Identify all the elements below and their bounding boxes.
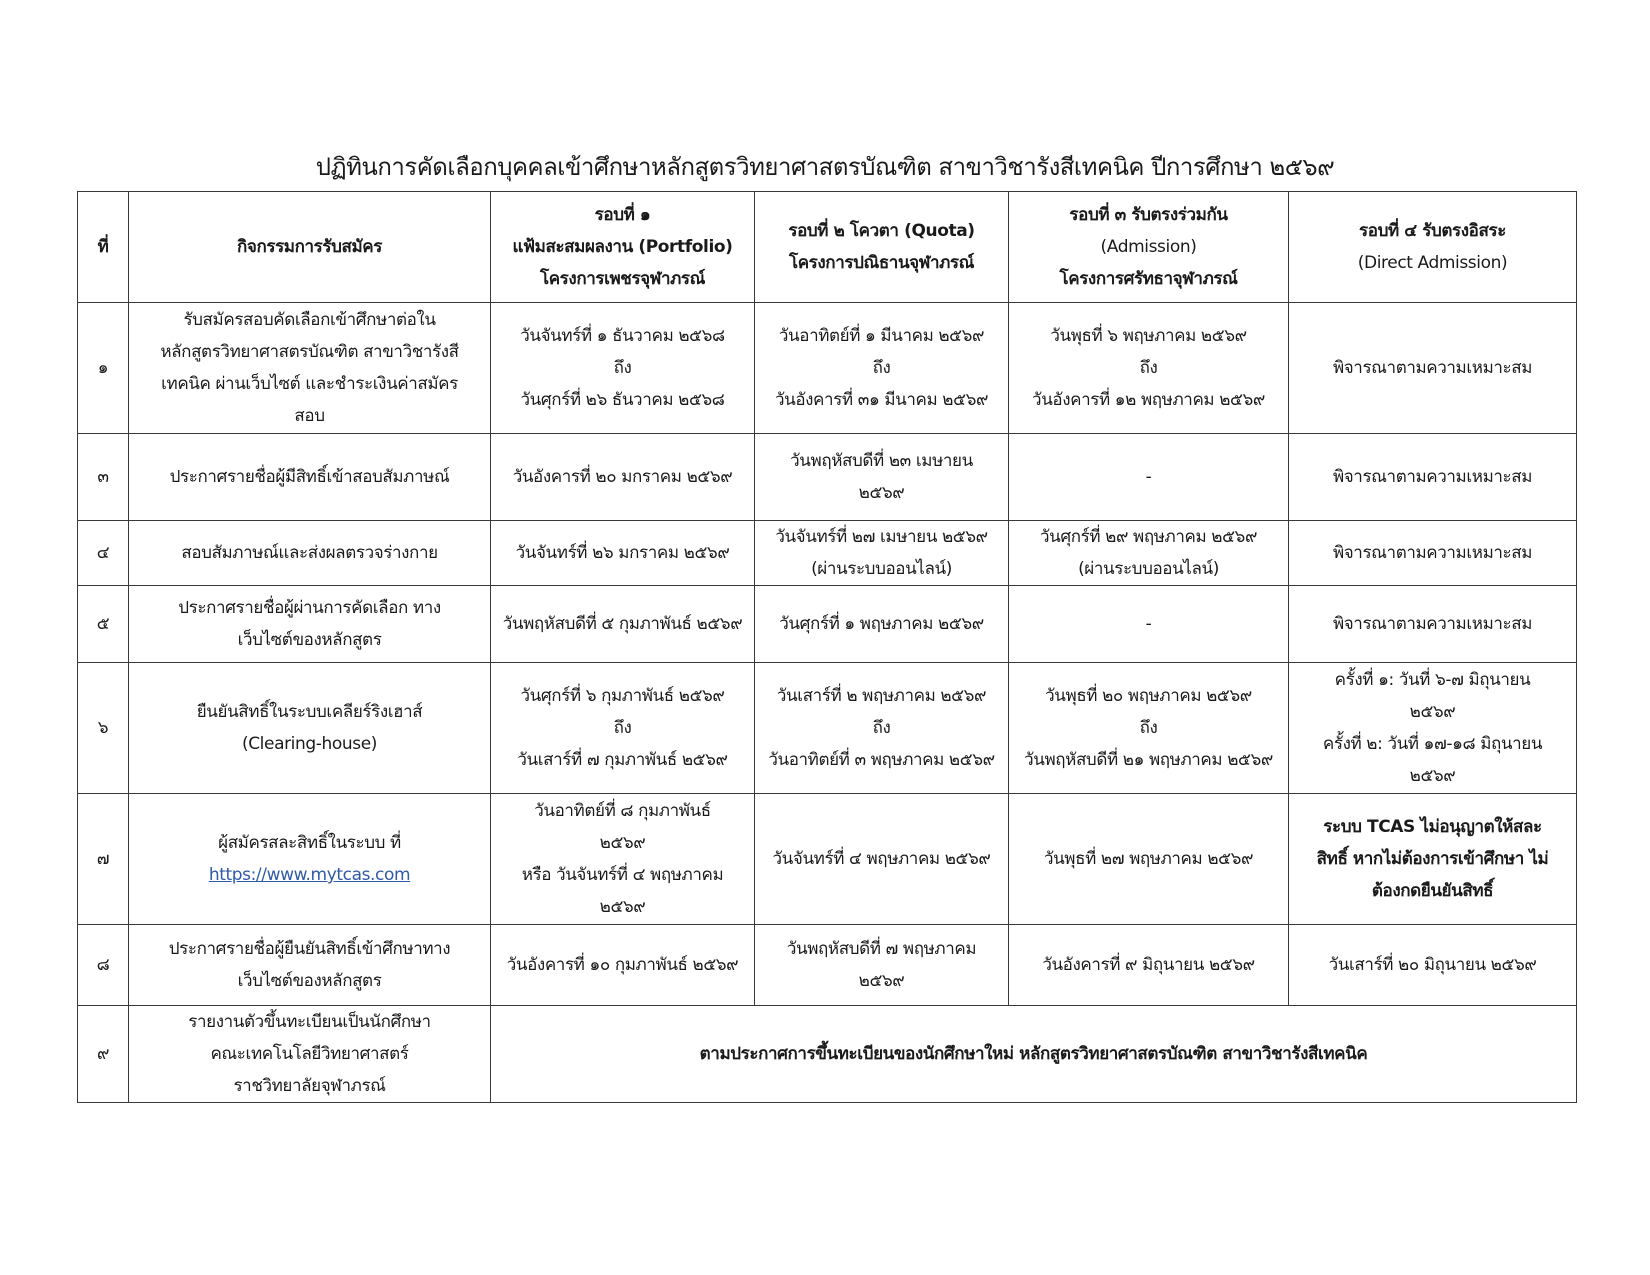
- round4-cell: [1289, 925, 1577, 1006]
- merged-registration-cell: ตามประกาศการขึ้นทะเบียนของนักศึกษาใหม่ หลักสูตรวิทยาศาสตรบัณฑิต สาขาวิชารังสีเทคนิค: [491, 1006, 1577, 1103]
- date-line: หรือ วันจันทร์ที่ ๔ พฤษภาคม: [521, 865, 724, 885]
- table-row: [78, 925, 1577, 1006]
- activity-line: รายงานตัวขึ้นทะเบียนเป็นนักศึกษา: [188, 1012, 431, 1032]
- date-line: ๒๕๖๙: [1409, 702, 1456, 722]
- date-line: ๒๕๖๙: [858, 483, 905, 503]
- round1-cell: [491, 663, 755, 794]
- round3-cell: [1009, 794, 1289, 925]
- date-line: วันพุธที่ ๖ พฤษภาคม ๒๕๖๙: [1050, 326, 1247, 346]
- date-line: ๒๕๖๙: [858, 971, 905, 991]
- date-line: วันจันทร์ที่ ๒๗ เมษายน ๒๕๖๙: [775, 527, 988, 547]
- activity-line: ประกาศรายชื่อผู้มีสิทธิ์เข้าสอบสัมภาษณ์: [169, 467, 450, 487]
- round3-cell: [1009, 434, 1289, 521]
- date-line: วันพฤหัสบดีที่ ๒๑ พฤษภาคม ๒๕๖๙: [1024, 750, 1273, 770]
- activity-line: เทคนิค ผ่านเว็บไซต์ และชำระเงินค่าสมัคร: [161, 374, 458, 394]
- table-row: [78, 434, 1577, 521]
- round3-cell: [1009, 586, 1289, 663]
- date-line: วันจันทร์ที่ ๔ พฤษภาคม ๒๕๖๙: [772, 849, 991, 869]
- row-number: ๔: [78, 521, 129, 586]
- date-line: วันพุธที่ ๒๐ พฤษภาคม ๒๕๖๙: [1045, 686, 1252, 706]
- header-round3-line: (Admission): [1100, 237, 1197, 257]
- mytcas-link[interactable]: https://www.mytcas.com: [208, 865, 411, 885]
- header-round4-line: (Direct Admission): [1357, 253, 1508, 273]
- round2-cell: [755, 521, 1009, 586]
- date-line: ถึง: [613, 358, 632, 378]
- activity-line: หลักสูตรวิทยาศาสตรบัณฑิต สาขาวิชารังสี: [160, 342, 459, 362]
- header-round1-line: รอบที่ ๑: [594, 205, 651, 225]
- date-line: พิจารณาตามความเหมาะสม: [1332, 358, 1533, 378]
- row-activity: [129, 586, 491, 663]
- round4-cell: [1289, 663, 1577, 794]
- header-activity: กิจกรรมการรับสมัคร: [129, 192, 491, 303]
- header-round4-line: รอบที่ ๔ รับตรงอิสระ: [1359, 221, 1506, 241]
- date-line: วันศุกร์ที่ ๒๖ ธันวาคม ๒๕๖๘: [520, 390, 725, 410]
- row-activity: [129, 663, 491, 794]
- row-activity: [129, 434, 491, 521]
- date-line: ๒๕๖๙: [599, 897, 646, 917]
- table-row: [78, 794, 1577, 925]
- round1-cell: [491, 303, 755, 434]
- activity-line: ประกาศรายชื่อผู้ผ่านการคัดเลือก ทาง: [178, 598, 441, 618]
- date-line: ถึง: [613, 718, 632, 738]
- header-round4: [1289, 192, 1577, 303]
- activity-line: ยืนยันสิทธิ์ในระบบเคลียร์ริงเฮาส์: [196, 702, 423, 722]
- table-row: [78, 303, 1577, 434]
- table-row: [78, 521, 1577, 586]
- row-activity: [129, 303, 491, 434]
- header-round1-line: โครงการเพชรจุฬาภรณ์: [539, 269, 706, 289]
- header-round3-line: รอบที่ ๓ รับตรงร่วมกัน: [1069, 205, 1228, 225]
- round2-cell: [755, 434, 1009, 521]
- note-line: สิทธิ์ หากไม่ต้องการเข้าศึกษา ไม่: [1316, 849, 1549, 869]
- row-number: ๙: [78, 1006, 129, 1103]
- date-line: วันจันทร์ที่ ๒๖ มกราคม ๒๕๖๙: [515, 543, 730, 563]
- date-line: วันอังคารที่ ๙ มิถุนายน ๒๕๖๙: [1042, 955, 1255, 975]
- date-line: ๒๕๖๙: [599, 833, 646, 853]
- round4-cell: [1289, 303, 1577, 434]
- date-line: พิจารณาตามความเหมาะสม: [1332, 543, 1533, 563]
- note-line: ต้องกดยืนยันสิทธิ์: [1371, 881, 1494, 901]
- row-number: ๘: [78, 925, 129, 1006]
- round3-cell: [1009, 303, 1289, 434]
- header-round3: [1009, 192, 1289, 303]
- header-round3-line: โครงการศรัทธาจุฬาภรณ์: [1059, 269, 1238, 289]
- round4-cell: [1289, 434, 1577, 521]
- date-line: พิจารณาตามความเหมาะสม: [1332, 467, 1533, 487]
- header-no: ที่: [78, 192, 129, 303]
- round1-cell: [491, 434, 755, 521]
- round1-cell: [491, 586, 755, 663]
- date-line: ถึง: [1139, 718, 1158, 738]
- round2-cell: [755, 794, 1009, 925]
- date-line: วันศุกร์ที่ ๒๙ พฤษภาคม ๒๕๖๙: [1039, 527, 1257, 547]
- note-line: ระบบ TCAS ไม่อนุญาตให้สละ: [1323, 817, 1542, 837]
- row-activity: [129, 521, 491, 586]
- page-title: ปฏิทินการคัดเลือกบุคคลเข้าศึกษาหลักสูตรวิทยาศาสตรบัณฑิต สาขาวิชารังสีเทคนิค ปีการศึกษา ๒๕๖๙: [315, 153, 1335, 181]
- row-number: ๗: [78, 794, 129, 925]
- date-line: ถึง: [872, 718, 891, 738]
- date-line: ครั้งที่ ๑: วันที่ ๖-๗ มิถุนายน: [1334, 670, 1531, 690]
- row-activity: [129, 925, 491, 1006]
- date-line: วันอังคารที่ ๓๑ มีนาคม ๒๕๖๙: [774, 390, 989, 410]
- date-line: -: [1145, 467, 1152, 487]
- row-activity: [129, 1006, 491, 1103]
- date-line: ถึง: [872, 358, 891, 378]
- table-row: [78, 1006, 1577, 1103]
- date-line: ครั้งที่ ๒: วันที่ ๑๗-๑๘ มิถุนายน: [1322, 734, 1543, 754]
- header-round2-line: โครงการปณิธานจุฬาภรณ์: [788, 253, 975, 273]
- date-line: (ผ่านระบบออนไลน์): [811, 559, 952, 579]
- header-round1-line: แฟ้มสะสมผลงาน (Portfolio): [512, 237, 733, 257]
- round2-cell: [755, 925, 1009, 1006]
- date-line: วันอังคารที่ ๑๒ พฤษภาคม ๒๕๖๙: [1032, 390, 1265, 410]
- date-line: วันอังคารที่ ๒๐ มกราคม ๒๕๖๙: [512, 467, 733, 487]
- row-number: ๑: [78, 303, 129, 434]
- round3-cell: [1009, 925, 1289, 1006]
- activity-line: สอบ: [294, 406, 325, 426]
- activity-line: คณะเทคโนโลยีวิทยาศาสตร์: [210, 1044, 409, 1064]
- round2-cell: [755, 586, 1009, 663]
- activity-line: สอบสัมภาษณ์และส่งผลตรวจร่างกาย: [181, 543, 438, 563]
- date-line: วันศุกร์ที่ ๑ พฤษภาคม ๒๕๖๙: [779, 614, 984, 634]
- date-line: วันพฤหัสบดีที่ ๗ พฤษภาคม: [786, 939, 977, 959]
- date-line: วันเสาร์ที่ ๒๐ มิถุนายน ๒๕๖๙: [1328, 955, 1537, 975]
- date-line: วันอาทิตย์ที่ ๘ กุมภาพันธ์: [534, 801, 711, 821]
- table-row: [78, 586, 1577, 663]
- activity-line: เว็บไซต์ของหลักสูตร: [237, 630, 382, 650]
- round1-cell: [491, 794, 755, 925]
- date-line: วันเสาร์ที่ ๗ กุมภาพันธ์ ๒๕๖๙: [517, 750, 728, 770]
- header-round2: [755, 192, 1009, 303]
- row-number: ๕: [78, 586, 129, 663]
- date-line: วันอังคารที่ ๑๐ กุมภาพันธ์ ๒๕๖๙: [506, 955, 739, 975]
- round4-cell: [1289, 586, 1577, 663]
- date-line: ถึง: [1139, 358, 1158, 378]
- activity-line: ผู้สมัครสละสิทธิ์ในระบบ ที่: [218, 833, 401, 853]
- header-round1: [491, 192, 755, 303]
- date-line: -: [1145, 614, 1152, 634]
- activity-line: (Clearing-house): [241, 734, 377, 754]
- round2-cell: [755, 663, 1009, 794]
- activity-line: รับสมัครสอบคัดเลือกเข้าศึกษาต่อใน: [183, 310, 436, 330]
- round4-cell: [1289, 794, 1577, 925]
- row-number: ๓: [78, 434, 129, 521]
- row-number: ๖: [78, 663, 129, 794]
- header-round2-line: รอบที่ ๒ โควตา (Quota): [788, 221, 975, 241]
- round4-cell: [1289, 521, 1577, 586]
- activity-line: ราชวิทยาลัยจุฬาภรณ์: [233, 1076, 386, 1096]
- activity-line: ประกาศรายชื่อผู้ยืนยันสิทธิ์เข้าศึกษาทาง: [168, 939, 451, 959]
- date-line: ๒๕๖๙: [1409, 766, 1456, 786]
- row-activity: [129, 794, 491, 925]
- date-line: วันพฤหัสบดีที่ ๒๓ เมษายน: [790, 451, 973, 471]
- date-line: วันอาทิตย์ที่ ๓ พฤษภาคม ๒๕๖๙: [768, 750, 995, 770]
- table-header-row: [78, 192, 1577, 303]
- round3-cell: [1009, 663, 1289, 794]
- date-line: พิจารณาตามความเหมาะสม: [1332, 614, 1533, 634]
- round1-cell: [491, 521, 755, 586]
- date-line: วันพุธที่ ๒๗ พฤษภาคม ๒๕๖๙: [1043, 849, 1254, 869]
- round3-cell: [1009, 521, 1289, 586]
- table-row: [78, 663, 1577, 794]
- date-line: วันจันทร์ที่ ๑ ธันวาคม ๒๕๖๘: [520, 326, 725, 346]
- activity-line: เว็บไซต์ของหลักสูตร: [237, 971, 382, 991]
- date-line: วันเสาร์ที่ ๒ พฤษภาคม ๒๕๖๙: [776, 686, 987, 706]
- date-line: วันศุกร์ที่ ๖ กุมภาพันธ์ ๒๕๖๙: [520, 686, 725, 706]
- round1-cell: [491, 925, 755, 1006]
- date-line: วันพฤหัสบดีที่ ๕ กุมภาพันธ์ ๒๕๖๙: [502, 614, 743, 634]
- round2-cell: [755, 303, 1009, 434]
- admission-calendar-table: [77, 191, 1577, 1103]
- date-line: (ผ่านระบบออนไลน์): [1078, 559, 1219, 579]
- date-line: วันอาทิตย์ที่ ๑ มีนาคม ๒๕๖๙: [778, 326, 985, 346]
